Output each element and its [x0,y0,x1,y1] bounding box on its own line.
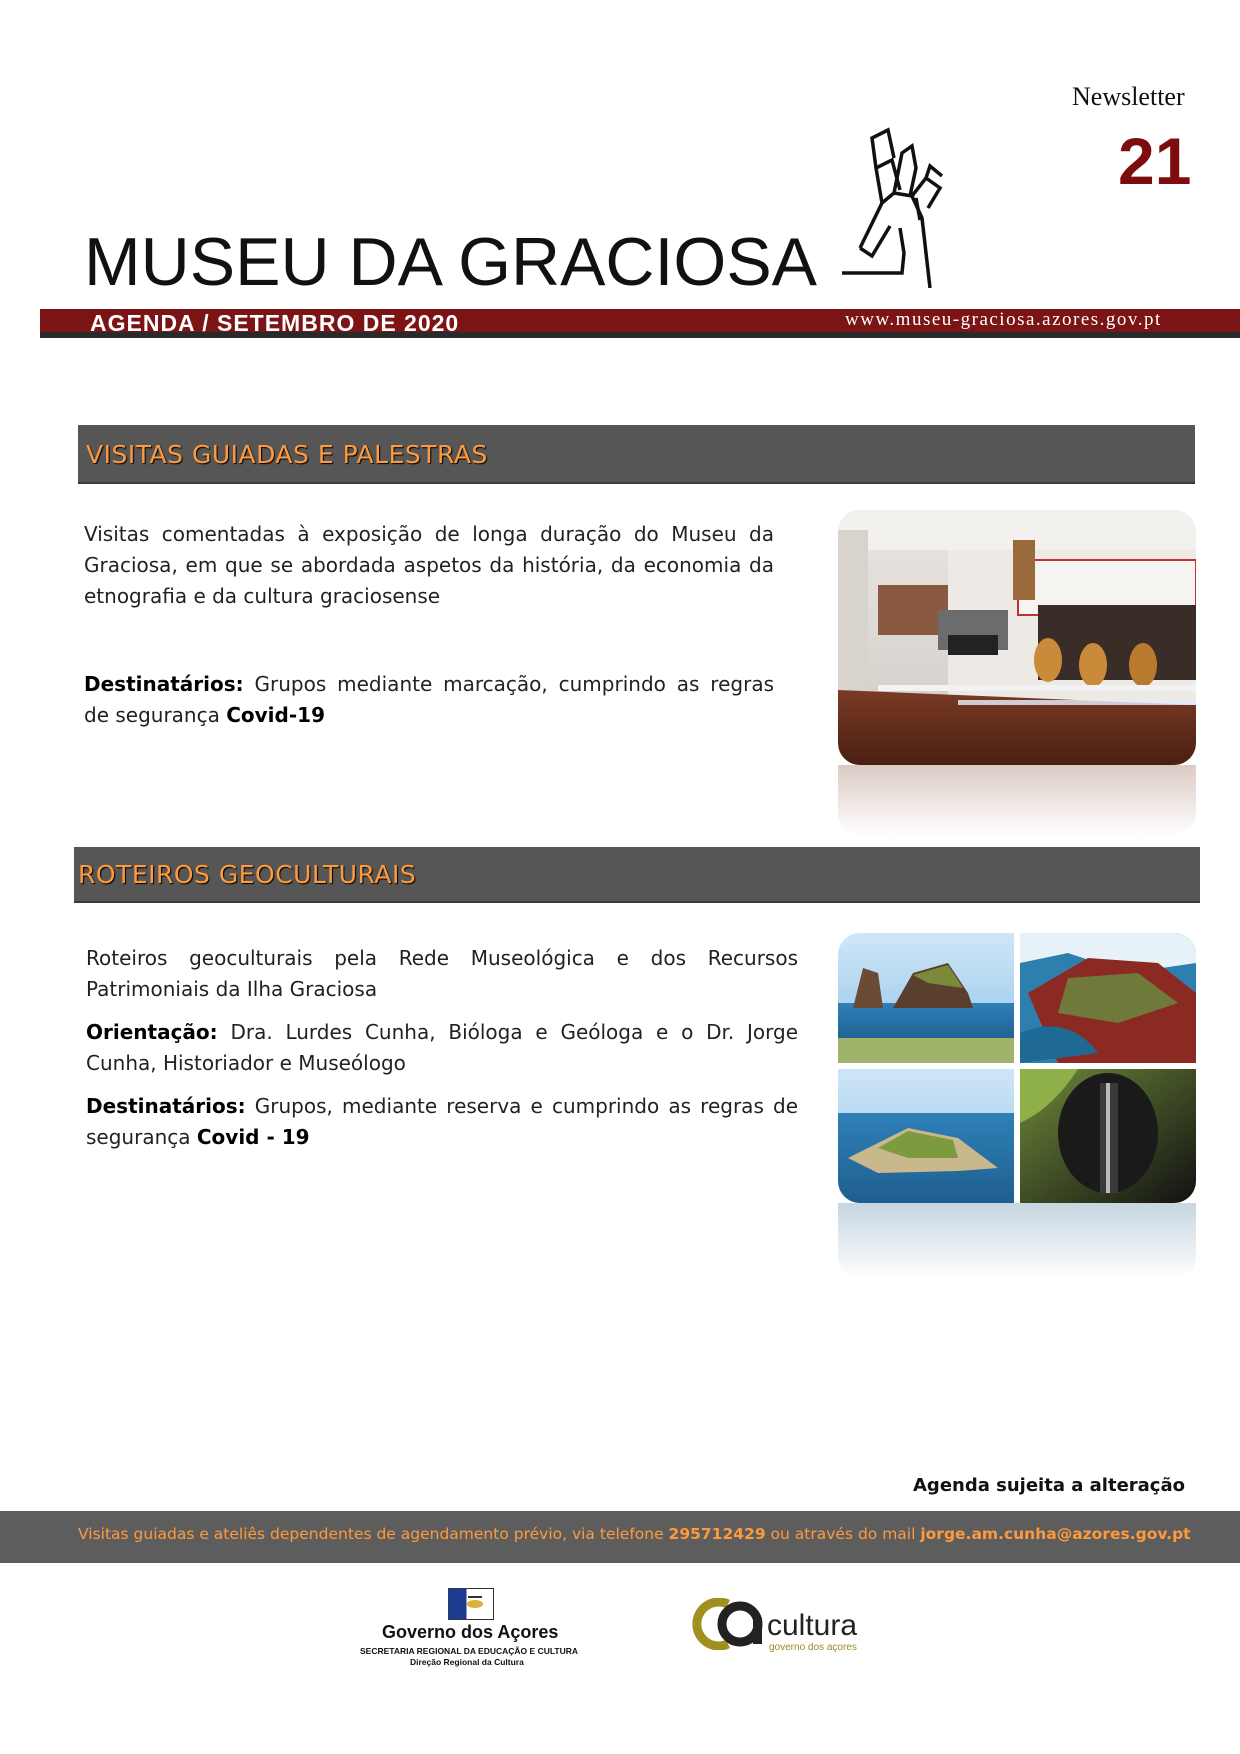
cultura-wordmark: cultura [767,1609,858,1642]
visitas-description: Visitas comentadas à exposição de longa duração do Museu da Graciosa, em que se abordada aspetos da história, da economia da etnografia e da cultura graciosense [84,522,774,608]
destinatarios-text: Grupos mediante marcação, cumprindo as regras de segurança [84,672,774,727]
section-title-roteiros: ROTEIROS GEOCULTURAIS [78,860,417,889]
cultura-logo-icon [690,1598,768,1650]
roteiros-description: Roteiros geoculturais pela Rede Museológica e dos Recursos Patrimoniais da Ilha Graciosa [86,946,798,1001]
cultura-subtitle: governo dos açores [769,1642,857,1653]
destinatarios-label: Destinatários: [84,672,244,696]
island-collage-photo-reflection [838,1203,1196,1278]
museum-interior-photo-reflection [838,765,1196,835]
contact-email-link[interactable]: jorge.am.cunha@azores.gov.pt [920,1525,1191,1543]
orientacao-text: Dra. Lurdes Cunha, Bióloga e Geóloga e o Dr. Jorge Cunha, Historiador e Museólogo [86,1020,798,1075]
museum-interior-photo [838,510,1196,765]
windmill-logo-icon [842,108,1002,288]
newsletter-label: Newsletter [1072,82,1185,111]
museum-title: MUSEU DA GRACIOSA [84,224,818,300]
roteiros-orientacao [86,1017,798,1079]
footer-contact-text [78,1525,1191,1543]
website-link[interactable]: www.museu-graciosa.azores.gov.pt [845,309,1162,330]
contact-phone[interactable]: 295712429 [668,1525,766,1543]
roteiros-destinatarios [86,1091,798,1153]
agenda-date-label: AGENDA / SETEMBRO DE 2020 [90,310,460,336]
section-title-visitas: VISITAS GUIADAS E PALESTRAS [86,440,488,469]
secretaria-regional-label: SECRETARIA REGIONAL DA EDUCAÇÃO E CULTURA [360,1646,579,1656]
contact-prefix: Visitas guiadas e ateliês dependentes de agendamento prévio, via telefone [78,1525,669,1543]
issue-number: 21 [1118,124,1192,198]
island-collage-photo [838,933,1196,1203]
visitas-destinatarios [84,669,774,731]
covid-label: Covid-19 [226,703,325,727]
destinatarios-text: Grupos, mediante reserva e cumprindo as regras de segurança [86,1094,798,1149]
governo-acores-name: Governo dos Açores [382,1622,559,1642]
azores-flag-icon [448,1588,494,1620]
contact-mid: ou através do mail [765,1525,921,1543]
agenda-subject-to-change-note: Agenda sujeita a alteração [913,1475,1185,1496]
destinatarios-label: Destinatários: [86,1094,246,1118]
covid-label: Covid - 19 [196,1125,310,1149]
direcao-regional-label: Direção Regional da Cultura [410,1657,524,1667]
orientacao-label: Orientação: [86,1020,218,1044]
